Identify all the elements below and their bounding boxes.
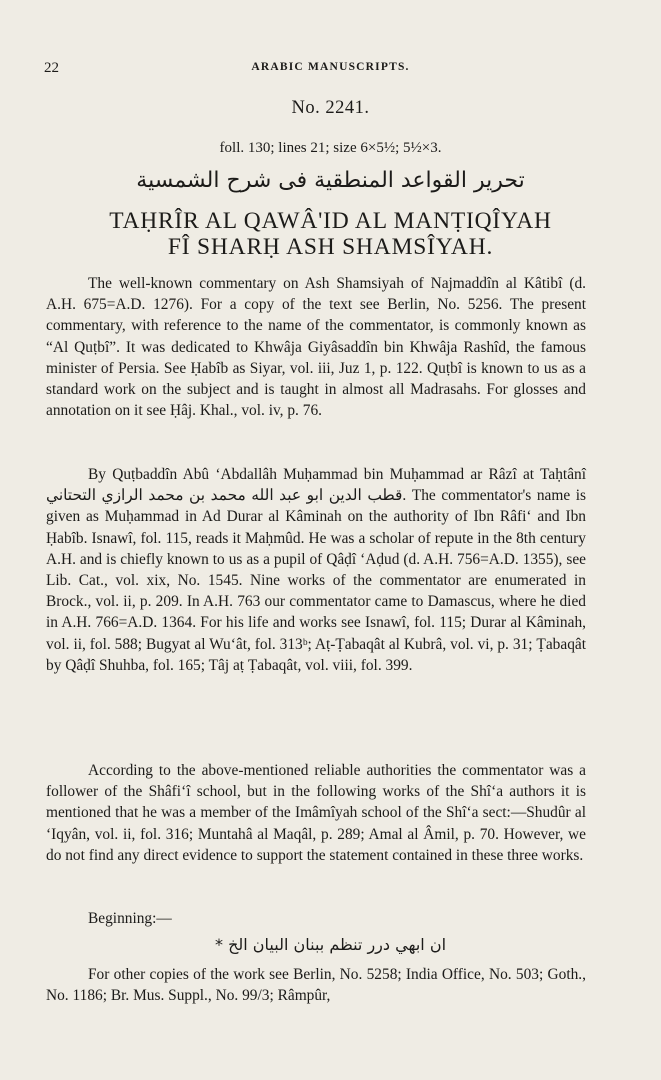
paragraph-1-text: The well-known commentary on Ash Shamsiyah of Najmaddîn al Kâtibî (d. A.H. 675=A.D. 1276). For a copy of the text see Berlin, No. 5256. The present commentary, with reference to the name of the commentator, is commonly known as “Al Quṭbî”. It was dedicated to Khwâja Giyâsaddîn bin Khwâja Rashîd, the famous minister of Persia. See Ḥabîb as Siyar, vol. iii, Juz 1, p. 122. Quṭbî is known to us as a standard work on the subject and is taught in almost all Madrasahs. For glosses and annotation on it see Ḥâj. Khal., vol. iv, p. 76. — [46, 275, 586, 420]
page-number: 22 — [44, 60, 59, 76]
paragraph-copies — [46, 964, 586, 1006]
beginning-label: Beginning:— — [88, 910, 172, 927]
arabic-title: تحرير القواعد المنطقية فى شرح الشمسية — [136, 168, 525, 193]
incipit-arabic: ان ابهي درر تنظم ببنان البيان الخ * — [214, 935, 447, 954]
running-title: ARABIC MANUSCRIPTS. — [251, 61, 410, 73]
paragraph-description — [46, 273, 586, 421]
title-line-2: FÎ SHARḤ ASH SHAMSÎYAH. — [167, 234, 494, 260]
paragraph-3-text: According to the above-mentioned reliable authorities the commentator was a follower of the Shâfi‘î school, but in the following works of the Shî‘a authors it is mentioned that he was a member of the Imâmîyah school of the Shî‘a sect:—Shudûr al ‘Iqyân, vol. ii, fol. 316; Muntahâ al Maqâl, p. 289; Amal al Âmil, p. 70. However, we do not find any direct evidence to support the statement contained in these three works. — [46, 762, 586, 864]
paragraph-author — [46, 464, 586, 676]
paragraph-school — [46, 760, 586, 866]
manuscript-number: No. 2241. — [291, 98, 370, 118]
title-line-1: TAḤRÎR AL QAWÂ'ID AL MANṬIQÎYAH — [109, 208, 552, 234]
paragraph-2-text: By Quṭbaddîn Abû ‘Abdallâh Muḥammad bin Muḥammad ar Râzî at Taḥtânî قطب الدين ابو عبد الله محمد بن محمد الرازي التحتاني. The commentator's name is given as Muḥammad in Ad Durar al Kâminah on the authority of Ibn Râfi‘ and Ibn Ḥabîb. Isnawî, fol. 115, reads it Maḥmûd. He was a scholar of repute in the 8th century A.H. and is chiefly known to us as a pupil of Qâḍî ‘Aḍud (d. A.H. 756=A.D. 1355), see Lib. Cat., vol. xix, No. 1545. Nine works of the commentator are enumerated in Brock., vol. ii, p. 209. In A.H. 763 our commentator came to Damascus, where he died in A.H. 766=A.D. 1364. For his life and works see Isnawî, fol. 115; Durar al Kâminah, vol. ii, fol. 588; Bugyat al Wu‘ât, fol. 313ᵇ; Aṭ-Ṭabaqât al Kubrâ, vol. vi, p. 31; Ṭabaqât by Qâḍî Shuhba, fol. 165; Tâj aṭ Ṭabaqât, vol. viii, fol. 399. — [46, 466, 586, 674]
manuscript-specs: foll. 130; lines 21; size 6×5½; 5½×3. — [219, 140, 442, 156]
paragraph-4-text: For other copies of the work see Berlin, No. 5258; India Office, No. 503; Goth., No. 1186; Br. Mus. Suppl., No. 99/3; Râmpûr, — [46, 966, 586, 1005]
